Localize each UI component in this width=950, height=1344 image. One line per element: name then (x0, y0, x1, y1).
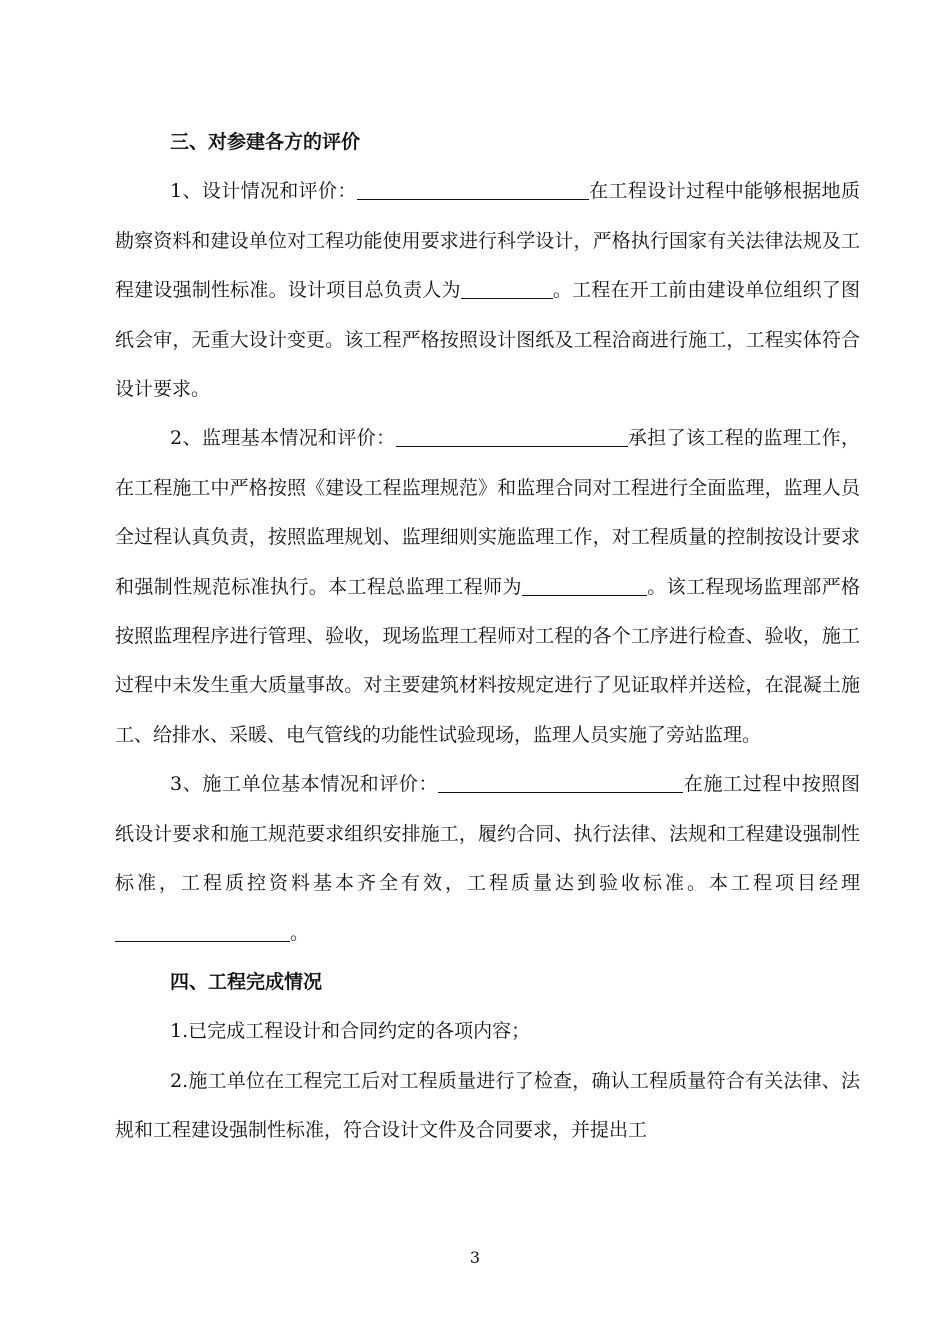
supervision-evaluation-text: 承担了该工程的监理工作，在工程施工中严格按照《建设工程监理规范》和监理合同对工程进行全面监理，监理人员全过程认真负责，按照监理规划、监理细则实施监理工作，对工程质量的控制按设计要求和强制性规范标准执行。本工程总监理工程师为 (115, 427, 860, 598)
contractor-name-blank (438, 770, 683, 793)
construction-evaluation-label: 3、施工单位基本情况和评价： (170, 773, 439, 796)
design-evaluation-label: 1、设计情况和评价： (170, 180, 357, 203)
supervision-evaluation-text-end: 。该工程现场监理部严格按照监理程序进行管理、验收，现场监理工程师对工程的各个工序进行检查、验收，施工过程中未发生重大质量事故。对主要建筑材料按规定进行了见证取样并送检，在混凝土施工、给排水、采暖、电气管线的功能性试验现场，监理人员实施了旁站监理。 (115, 575, 860, 746)
supervision-evaluation-paragraph (115, 414, 860, 760)
section-4-heading: 四、工程完成情况 (170, 970, 323, 993)
construction-evaluation-text: 在施工过程中按照图纸设计要求和施工规范要求组织安排施工，履约合同、执行法律、法规和工程建设强制性标准，工程质控资料基本齐全有效，工程质量达到验收标准。本工程项目经理 (115, 773, 860, 895)
design-lead-blank (461, 276, 553, 299)
design-evaluation-text: 在工程设计过程中能够根据地质勘察资料和建设单位对工程功能使用要求进行科学设计，严格执行国家有关法律法规及工程建设强制性标准。设计项目总负责人为 (115, 180, 860, 302)
supervision-evaluation-label: 2、监理基本情况和评价： (170, 427, 396, 450)
completion-item-2: 2.施工单位在工程完工后对工程质量进行了检查，确认工程质量符合有关法律、法规和工程建设强制性标准，符合设计文件及合同要求，并提出工 (115, 1069, 860, 1142)
project-manager-blank (115, 919, 290, 942)
construction-evaluation-text-end: 。 (290, 921, 310, 944)
supervisor-name-blank (396, 424, 628, 447)
designer-name-blank (357, 177, 589, 200)
construction-evaluation-paragraph (115, 760, 860, 958)
design-evaluation-text-end: 。工程在开工前由建设单位组织了图纸会审，无重大设计变更。该工程严格按照设计图纸及工程洽商进行施工，工程实体符合设计要求。 (115, 279, 860, 401)
section-3-heading: 三、对参建各方的评价 (170, 131, 361, 153)
page-content (115, 118, 860, 1156)
chief-engineer-blank (522, 573, 647, 596)
page-number: 3 (469, 1248, 481, 1267)
design-evaluation-paragraph (115, 167, 860, 414)
completion-item-1: 1.已完成工程设计和合同约定的各项内容； (170, 1020, 531, 1043)
